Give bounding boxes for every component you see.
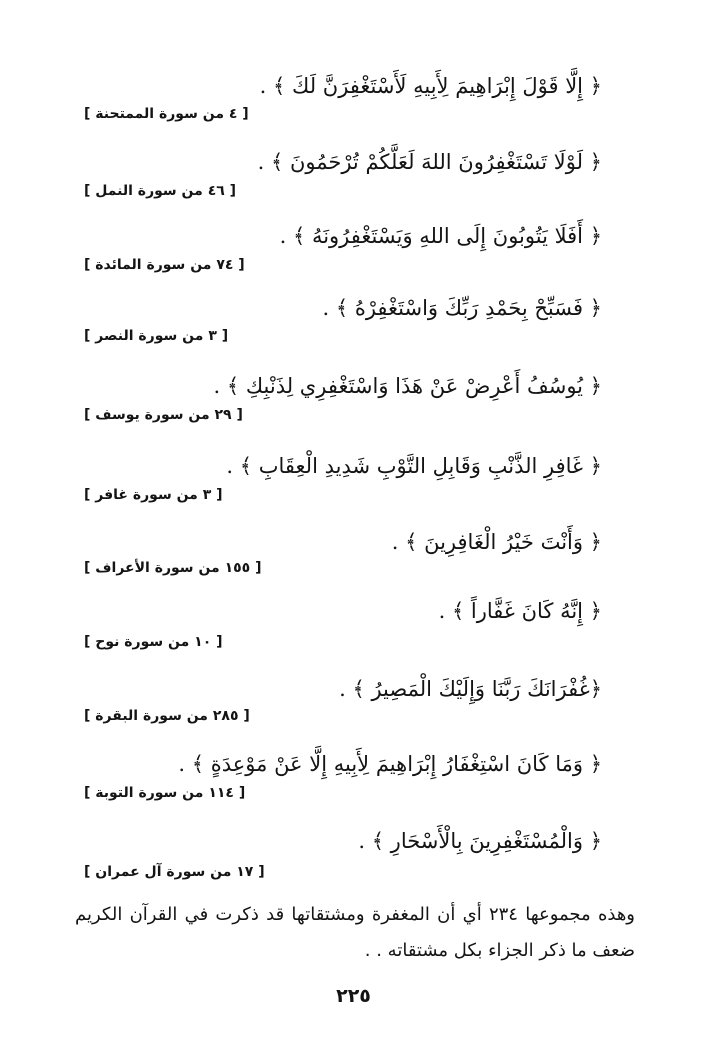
verse-text: ﴿ إِلَّا قَوْلَ إِبْرَاهِيمَ لِأَبِيهِ لَأَسْتَغْفِرَنَّ لَكَ ﴾ . [259, 74, 602, 98]
surah-reference: [ ١٥٥ من سورة الأعراف ] [84, 560, 262, 576]
verse-text: ﴿ لَوْلَا تَسْتَغْفِرُونَ اللهَ لَعَلَّكُمْ تُرْحَمُونَ ﴾ . [257, 150, 602, 174]
surah-reference: [ ١١٤ من سورة التوبة ] [84, 785, 246, 801]
verse-text: ﴿ أَفَلَا يَتُوبُونَ إِلَى اللهِ وَيَسْتَغْفِرُونَهُ ﴾ . [279, 224, 602, 248]
verse-text: ﴿ غَافِرِ الذَّنْبِ وَقَابِلِ التَّوْبِ شَدِيدِ الْعِقَابِ ﴾ . [226, 454, 602, 478]
surah-reference: [ ١٧ من سورة آل عمران ] [84, 864, 265, 880]
surah-reference: [ ٢٨٥ من سورة البقرة ] [84, 708, 250, 724]
verse-text: ﴿ يُوسُفُ أَعْرِضْ عَنْ هَذَا وَاسْتَغْفِرِي لِذَنْبِكِ ﴾ . [213, 374, 602, 398]
verse-text: ﴿ وَمَا كَانَ اسْتِغْفَارُ إِبْرَاهِيمَ لِأَبِيهِ إِلَّا عَنْ مَوْعِدَةٍ ﴾ . [178, 752, 602, 776]
surah-reference: [ ٤ من سورة الممتحنة ] [84, 106, 249, 122]
verse-text: ﴿ فَسَبِّحْ بِحَمْدِ رَبِّكَ وَاسْتَغْفِرْهُ ﴾ . [322, 296, 602, 320]
page-number: ٢٢٥ [336, 985, 371, 1007]
verse-text: ﴿غُفْرَانَكَ رَبَّنَا وَإِلَيْكَ الْمَصِيرُ ﴾ . [339, 677, 602, 701]
surah-reference: [ ٧٤ من سورة المائدة ] [84, 257, 245, 273]
verse-text: ﴿ وَالْمُسْتَغْفِرِينَ بِالْأَسْحَارِ ﴾ . [358, 829, 602, 853]
surah-reference: [ ٤٦ من سورة النمل ] [84, 183, 237, 199]
verse-text: ﴿ وَأَنْتَ خَيْرُ الْغَافِرِينَ ﴾ . [391, 530, 602, 554]
surah-reference: [ ٣ من سورة غافر ] [84, 487, 223, 503]
summary-paragraph: وهذه مجموعها ٢٣٤ أي أن المغفرة ومشتقاتها قد ذكرت في القرآن الكريم ضعف ما ذكر الجزاء بكل مشتقاته . . [75, 904, 636, 961]
surah-reference: [ ١٠ من سورة نوح ] [84, 634, 223, 650]
verse-text: ﴿ إِنَّهُ كَانَ غَفَّاراً ﴾ . [438, 599, 602, 623]
surah-reference: [ ٢٩ من سورة يوسف ] [84, 407, 243, 423]
surah-reference: [ ٣ من سورة النصر ] [84, 328, 229, 344]
